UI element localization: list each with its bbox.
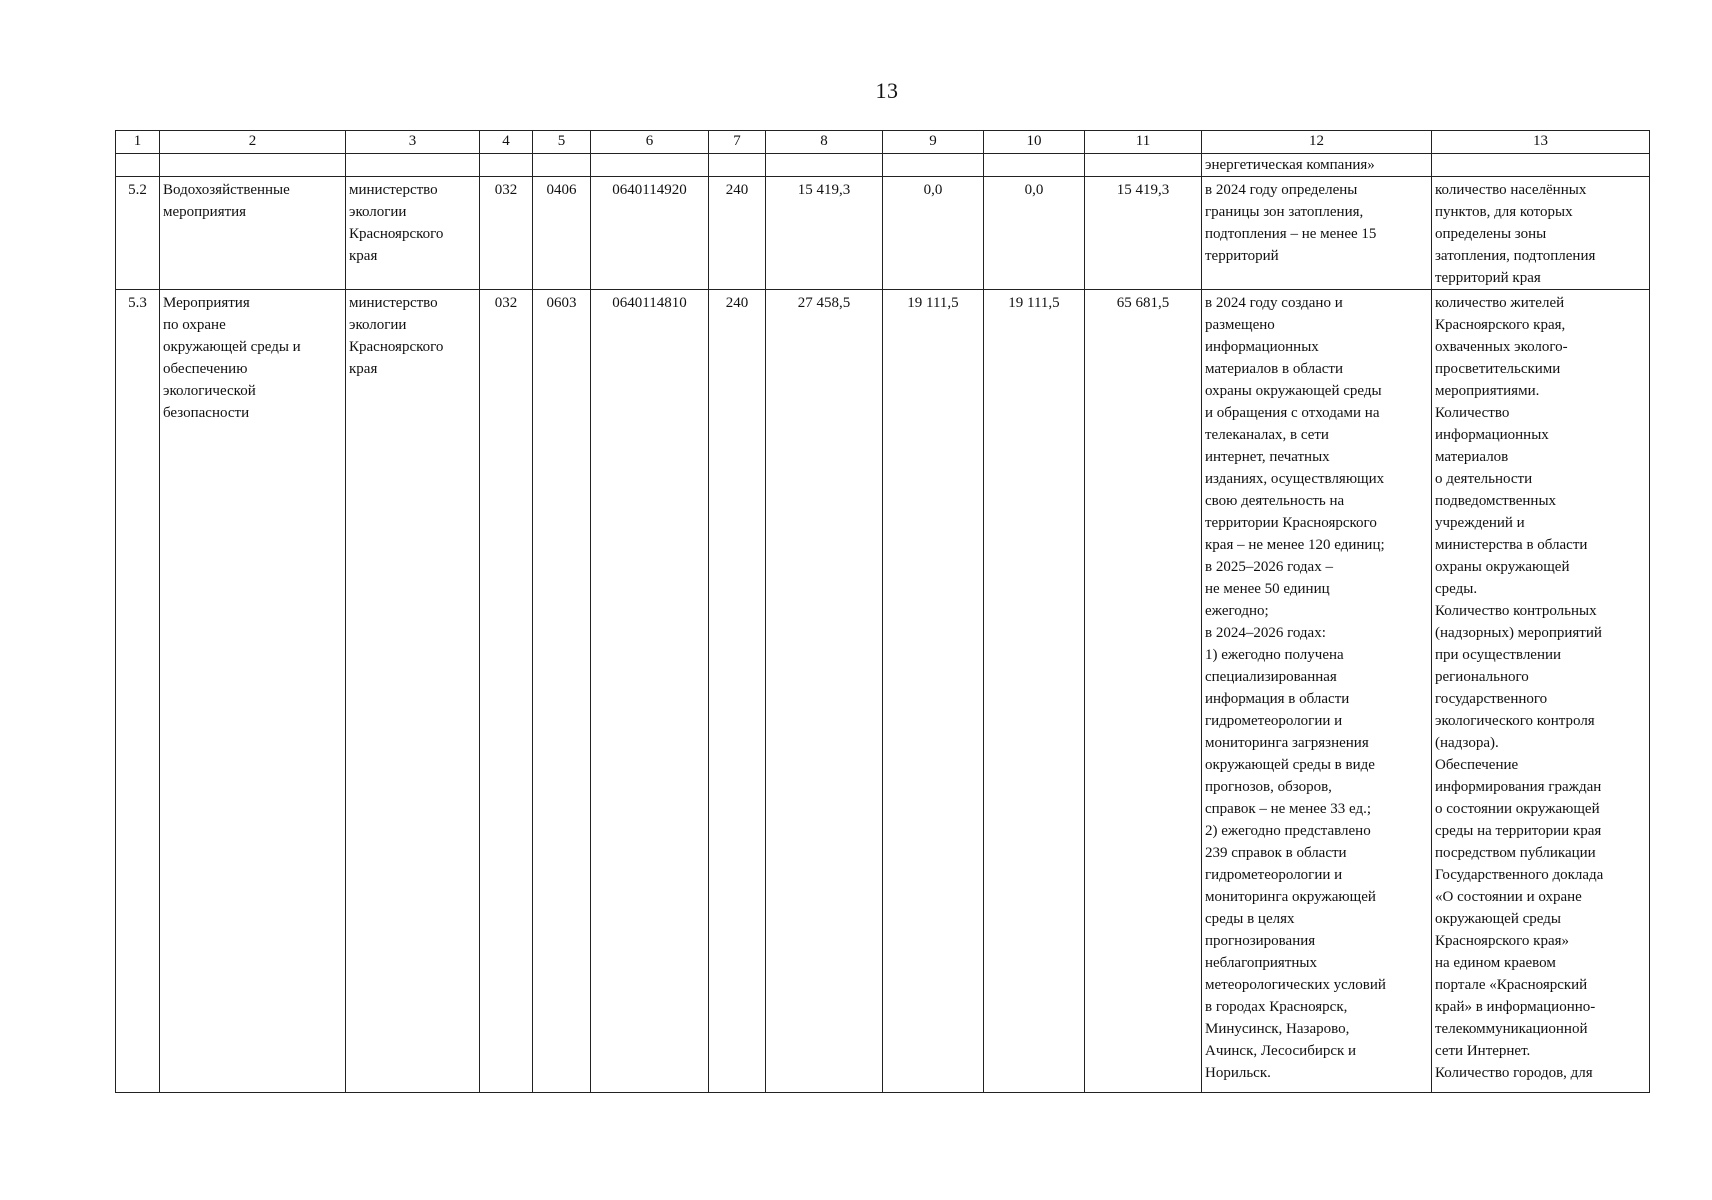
table-row xyxy=(116,177,1650,290)
program-measures-table xyxy=(115,130,1650,1093)
table-cell xyxy=(766,154,883,177)
table-cell xyxy=(709,154,766,177)
amount-2026: 0,0 xyxy=(984,177,1085,290)
table-cell xyxy=(480,154,533,177)
amount-total: 65 681,5 xyxy=(1085,290,1202,1093)
vr-code: 240 xyxy=(709,290,766,1093)
table-cell xyxy=(1432,154,1650,177)
rzpr-code: 0406 xyxy=(533,177,591,290)
expected-result: в 2024 году определены границы зон затопления, подтопления – не менее 15 территорий xyxy=(1202,177,1432,290)
page-number: 13 xyxy=(875,78,899,103)
table-cell xyxy=(984,154,1085,177)
vr-code: 240 xyxy=(709,177,766,290)
column-header-8: 8 xyxy=(766,131,883,154)
executor-name: министерство экологии Красноярского края xyxy=(346,177,480,290)
grbs-code: 032 xyxy=(480,177,533,290)
amount-2024: 15 419,3 xyxy=(766,177,883,290)
executor-name: министерство экологии Красноярского края xyxy=(346,290,480,1093)
measure-name: Мероприятия по охране окружающей среды и обеспечению экологической безопасности xyxy=(160,290,346,1093)
table-cell xyxy=(160,154,346,177)
column-header-11: 11 xyxy=(1085,131,1202,154)
column-header-3: 3 xyxy=(346,131,480,154)
measure-name: Водохозяйственные мероприятия xyxy=(160,177,346,290)
table-cell xyxy=(591,154,709,177)
expected-result: в 2024 году создано и размещено информационных материалов в области охраны окружающей среды и обращения с отходами на телеканалах, в сети интернет, печатных изданиях, осуществляющих свою деятельность на территории Красноярского края – не менее 120 единиц; в 2025–2026 годах – не менее 50 единиц ежегодно; в 2024–2026 годах: 1) ежегодно получена специализированная информация в области гидрометеорологии и мониторинга загрязнения окружающей среды в виде прогнозов, обзоров, справок – не менее 33 ед.; 2) ежегодно представлено 239 справок в области гидрометеорологии и мониторинга окружающей среды в целях прогнозирования неблагоприятных метеорологических условий в городах Красноярск, Минусинск, Назарово, Ачинск, Лесосибирск и Норильск. xyxy=(1202,290,1432,1093)
column-header-9: 9 xyxy=(883,131,984,154)
column-header-6: 6 xyxy=(591,131,709,154)
table-cell xyxy=(533,154,591,177)
column-header-1: 1 xyxy=(116,131,160,154)
table-cell xyxy=(346,154,480,177)
amount-2024: 27 458,5 xyxy=(766,290,883,1093)
column-header-7: 7 xyxy=(709,131,766,154)
rzpr-code: 0603 xyxy=(533,290,591,1093)
table-cell xyxy=(116,154,160,177)
csr-code: 0640114920 xyxy=(591,177,709,290)
table-row xyxy=(116,290,1650,1093)
amount-2025: 19 111,5 xyxy=(883,290,984,1093)
indicator-text: количество населённых пунктов, для которых определены зоны затопления, подтопления территорий края xyxy=(1432,177,1650,290)
amount-total: 15 419,3 xyxy=(1085,177,1202,290)
column-header-5: 5 xyxy=(533,131,591,154)
column-header-2: 2 xyxy=(160,131,346,154)
table-cell xyxy=(883,154,984,177)
amount-2026: 19 111,5 xyxy=(984,290,1085,1093)
column-header-13: 13 xyxy=(1432,131,1650,154)
row-number: 5.2 xyxy=(116,177,160,290)
column-header-12: 12 xyxy=(1202,131,1432,154)
table-cell xyxy=(1085,154,1202,177)
column-header-10: 10 xyxy=(984,131,1085,154)
column-number-header-row xyxy=(116,131,1650,154)
csr-code: 0640114810 xyxy=(591,290,709,1093)
grbs-code: 032 xyxy=(480,290,533,1093)
amount-2025: 0,0 xyxy=(883,177,984,290)
row-number: 5.3 xyxy=(116,290,160,1093)
column-header-4: 4 xyxy=(480,131,533,154)
continuation-row xyxy=(116,154,1650,177)
indicator-text: количество жителей Красноярского края, охваченных эколого- просветительскими мероприятиями. Количество информационных материалов о деятельности подведомственных учреждений и министерства в области охраны окружающей среды. Количество контрольных (надзорных) мероприятий при осуществлении регионального государственного экологического контроля (надзора). Обеспечение информирования граждан о состоянии окружающей среды на территории края посредством публикации Государственного доклада «О состоянии и охране окружающей среды Красноярского края» на едином краевом портале «Красноярский край» в информационно- телекоммуникационной сети Интернет. Количество городов, для xyxy=(1432,290,1650,1093)
continuation-result-text: энергетическая компания» xyxy=(1202,154,1432,177)
